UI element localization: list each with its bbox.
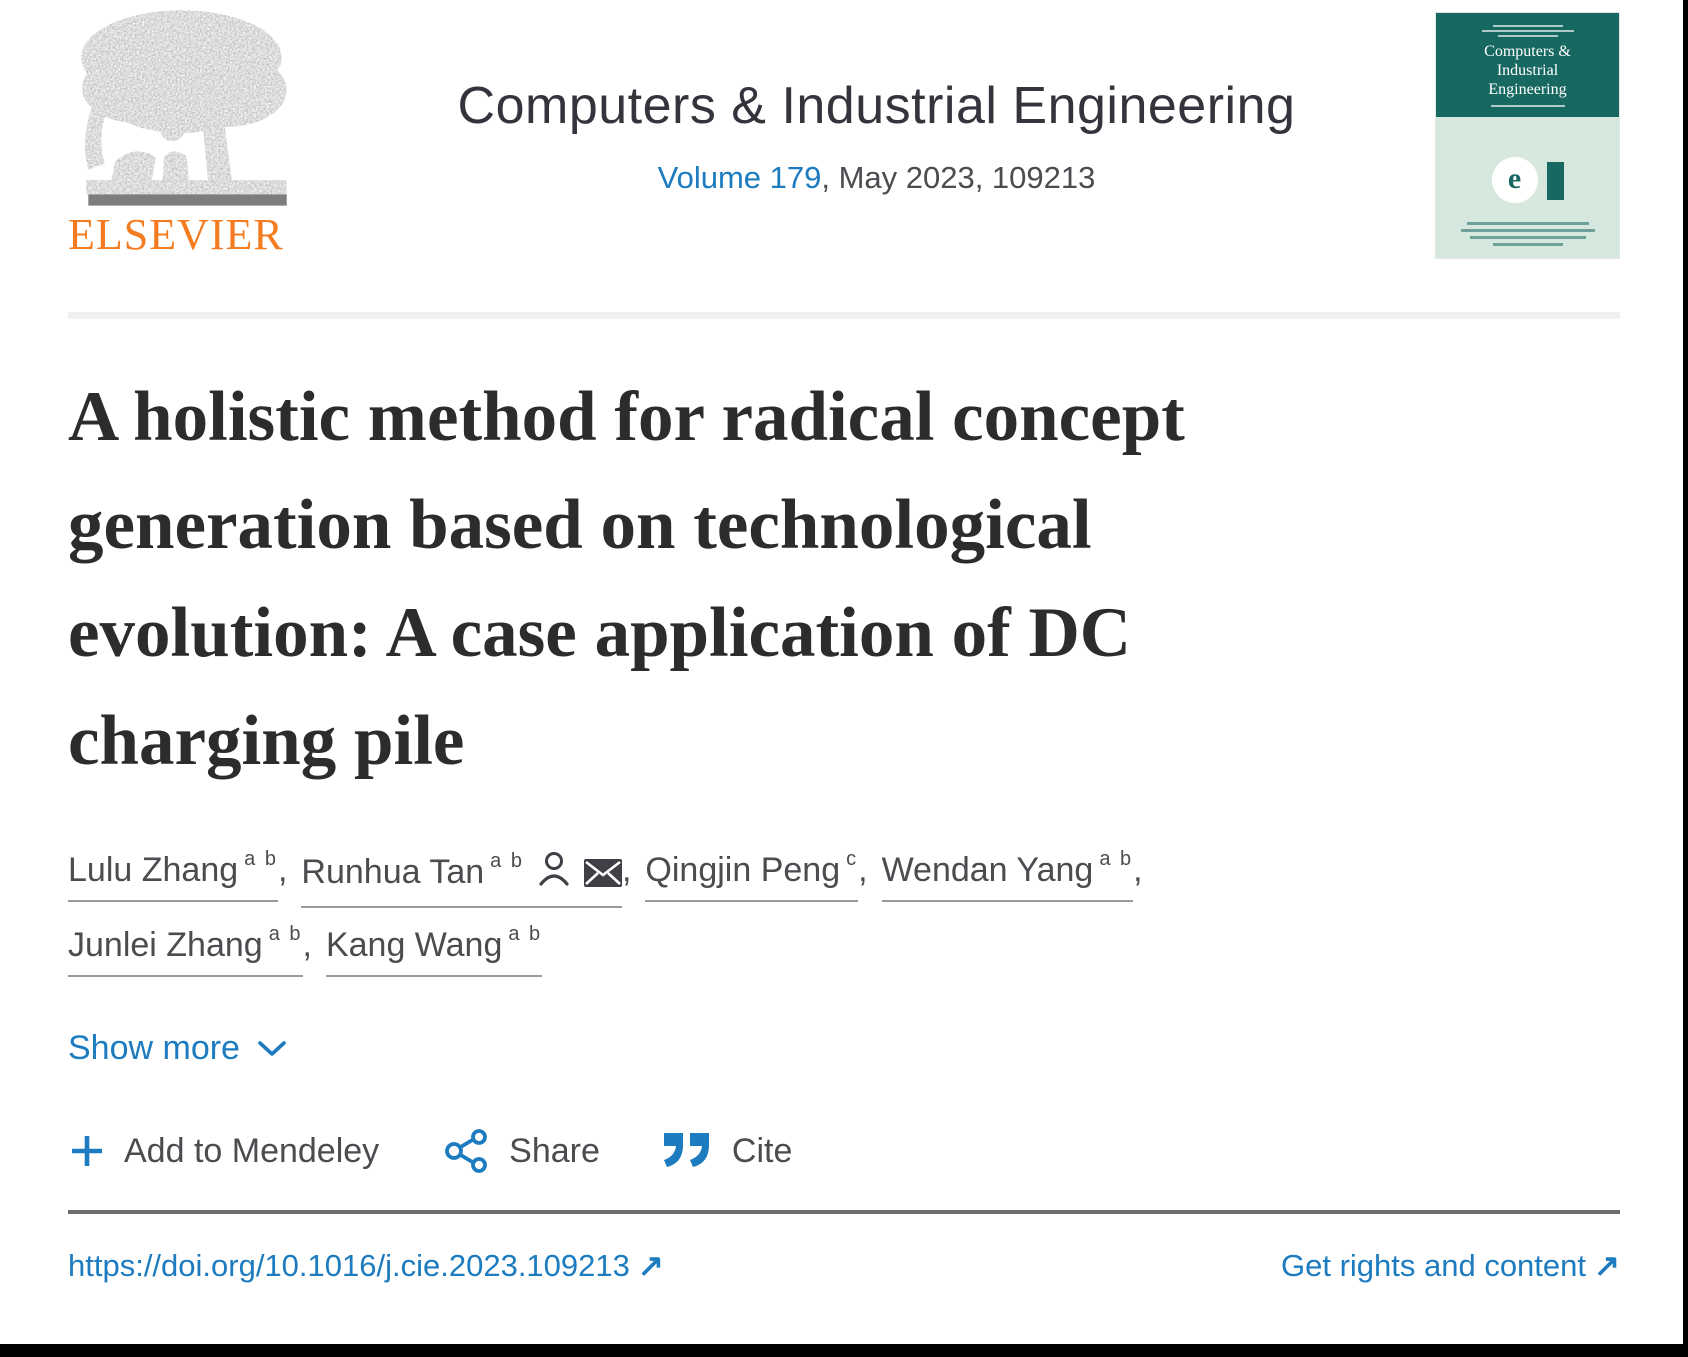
get-rights-link[interactable]: Get rights and content ↗	[1280, 1248, 1620, 1283]
share-label: Share	[509, 1131, 600, 1170]
cover-journal-title: Computers & Industrial Engineering	[1484, 43, 1571, 98]
journal-cover-top	[1436, 13, 1619, 117]
cover-decorative-line	[1491, 105, 1565, 107]
journal-header	[68, 0, 1620, 260]
elsevier-nonsolus-mark-icon: e	[1492, 157, 1564, 205]
author-link-lulu-zhang[interactable]: Lulu Zhang $^{a b}$	[68, 851, 278, 902]
cite-quotes-icon	[664, 1133, 714, 1169]
email-envelope-icon	[584, 857, 622, 896]
share-icon	[443, 1128, 491, 1174]
footer-links-row	[68, 1248, 1620, 1284]
show-more-label: Show more	[68, 1029, 240, 1067]
add-to-mendeley-label: Add to Mendeley	[124, 1131, 380, 1170]
author-separator: ,	[277, 851, 288, 889]
chevron-down-icon	[256, 1039, 288, 1059]
volume-link[interactable]: Volume 179	[657, 160, 822, 195]
author-separator: ,	[621, 851, 632, 889]
share-button[interactable]	[443, 1128, 600, 1174]
author-list	[68, 847, 1620, 977]
volume-issue-line	[318, 160, 1435, 196]
show-more-button[interactable]	[68, 1029, 288, 1068]
cite-label: Cite	[731, 1131, 793, 1170]
author-separator: ,	[858, 851, 868, 889]
add-to-mendeley-button[interactable]	[68, 1132, 379, 1171]
author-link-runhua-tan[interactable]: Runhua Tan $^{a b}$	[301, 851, 622, 908]
elsevier-wordmark: ELSEVIER	[68, 210, 284, 259]
plus-icon	[68, 1132, 106, 1170]
screenshot-bottom-border	[0, 1344, 1688, 1357]
cover-decorative-line	[1498, 35, 1558, 37]
header-divider	[68, 312, 1620, 319]
journal-cover-thumbnail[interactable]	[1435, 12, 1620, 259]
author-row	[68, 922, 1620, 977]
author-link-qingjin-peng[interactable]: Qingjin Peng $^c$	[645, 851, 858, 902]
corresponding-author-person-icon	[538, 851, 570, 896]
footer-divider	[68, 1210, 1620, 1214]
journal-header-center	[318, 8, 1435, 196]
author-link-wendan-yang[interactable]: Wendan Yang $^{a b}$	[882, 851, 1134, 902]
doi-link[interactable]: https://doi.org/10.1016/j.cie.2023.109213 ↗	[68, 1248, 664, 1283]
author-link-junlei-zhang[interactable]: Junlei Zhang $^{a b}$	[68, 926, 303, 977]
screenshot-right-border	[1683, 0, 1688, 1357]
author-separator: ,	[302, 926, 312, 964]
cite-button[interactable]	[664, 1132, 792, 1171]
author-row	[68, 847, 1620, 908]
external-link-arrow-icon: ↗	[637, 1248, 664, 1283]
cover-decorative-line	[1482, 30, 1574, 32]
journal-title-link[interactable]: Computers & Industrial Engineering	[457, 77, 1296, 135]
external-link-arrow-icon: ↗	[1594, 1248, 1620, 1283]
author-link-kang-wang[interactable]: Kang Wang $^{a b}$	[326, 926, 542, 977]
issue-info: , May 2023, 109213	[821, 160, 1096, 195]
author-separator: ,	[1133, 851, 1143, 889]
cover-footer-lines	[1436, 218, 1619, 246]
action-bar	[68, 1128, 1620, 1174]
article-title: A holistic method for radical concept generation based on technological evolution: A case application of DC charging pile	[68, 378, 1185, 780]
journal-cover-bottom	[1436, 117, 1619, 258]
cover-decorative-line	[1493, 25, 1563, 27]
elsevier-tree-icon	[74, 8, 299, 213]
elsevier-logo[interactable]	[68, 8, 318, 260]
